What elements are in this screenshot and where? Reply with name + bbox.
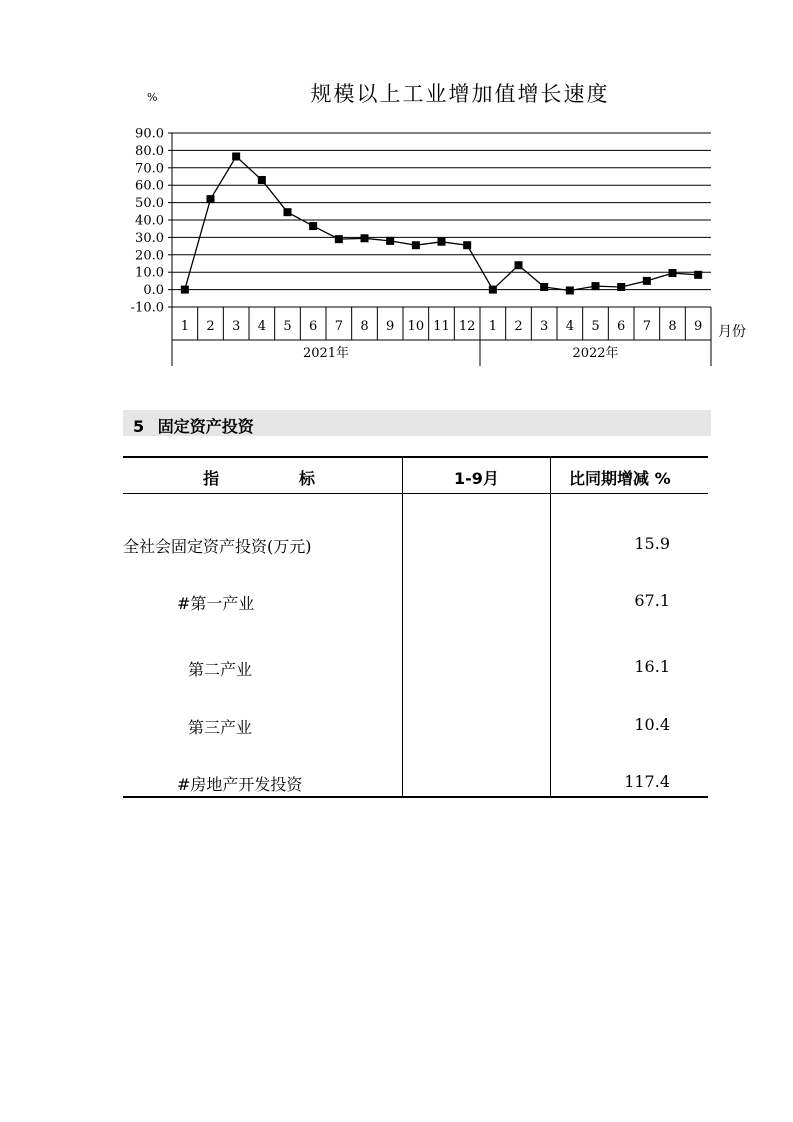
x-group-label: 2021年 — [302, 346, 350, 361]
header-period: 1-9月 — [454, 469, 499, 488]
section-number: 5 — [133, 417, 145, 436]
x-tick-label: 4 — [565, 319, 574, 334]
investment-table — [123, 456, 708, 798]
y-tick-label: 20.0 — [135, 248, 164, 264]
row-change: 15.9 — [634, 534, 670, 553]
y-tick-label: 0.0 — [143, 283, 164, 299]
row-label: 第二产业 — [188, 660, 253, 679]
section-header — [123, 410, 711, 436]
data-point — [335, 235, 343, 243]
data-point — [643, 277, 651, 285]
x-tick-label: 2 — [514, 319, 523, 334]
x-tick-label: 8 — [668, 319, 677, 334]
x-tick-label: 11 — [433, 319, 450, 334]
chart-title: 规模以上工业增加值增长速度 — [310, 82, 610, 106]
data-point — [515, 261, 523, 269]
data-point — [232, 152, 240, 160]
x-tick-label: 8 — [360, 319, 369, 334]
row-label: 第三产业 — [188, 718, 253, 737]
x-tick-label: 6 — [309, 319, 318, 334]
x-tick-label: 9 — [386, 319, 395, 334]
row-change: 16.1 — [634, 657, 670, 676]
data-point — [284, 208, 292, 216]
data-point — [386, 237, 394, 245]
data-point — [540, 283, 548, 291]
x-tick-label: 7 — [334, 319, 343, 334]
y-tick-label: 30.0 — [135, 230, 164, 246]
x-tick-label: 5 — [591, 319, 600, 334]
data-point — [181, 286, 189, 294]
x-tick-label: 9 — [694, 319, 703, 334]
data-point — [412, 241, 420, 249]
y-tick-label: 70.0 — [135, 161, 164, 177]
y-tick-label: -10.0 — [130, 300, 164, 316]
y-tick-label: 90.0 — [135, 126, 164, 142]
x-tick-label: 6 — [617, 319, 626, 334]
y-axis-unit: % — [147, 91, 158, 104]
data-point — [669, 269, 677, 277]
x-group-label: 2022年 — [572, 346, 619, 361]
header-change: 比同期增减 % — [569, 469, 671, 488]
x-tick-label: 5 — [283, 319, 292, 334]
row-label: #第一产业 — [177, 594, 255, 613]
data-point — [207, 195, 215, 203]
table-top-rule — [123, 456, 708, 458]
x-tick-label: 12 — [458, 319, 476, 334]
x-tick-label: 3 — [232, 319, 241, 334]
data-point — [463, 241, 471, 249]
table-col-divider-1 — [402, 456, 403, 798]
x-tick-label: 2 — [206, 319, 215, 334]
row-change: 10.4 — [634, 715, 670, 734]
row-label: 全社会固定资产投资(万元) — [123, 537, 312, 556]
y-tick-label: 80.0 — [135, 143, 164, 159]
table-col-divider-2 — [550, 456, 551, 798]
x-tick-label: 4 — [257, 319, 266, 334]
y-tick-label: 50.0 — [135, 196, 164, 212]
x-tick-label: 3 — [540, 319, 549, 334]
data-point — [309, 222, 317, 230]
x-tick-label: 1 — [180, 319, 189, 334]
x-tick-label: 10 — [407, 319, 425, 334]
table-bottom-rule — [123, 796, 708, 798]
row-label: #房地产开发投资 — [177, 775, 303, 794]
row-change: 117.4 — [624, 772, 670, 791]
data-point — [592, 282, 600, 290]
data-point — [566, 286, 574, 294]
chart-series — [181, 152, 702, 294]
row-change: 67.1 — [634, 591, 670, 610]
section-title — [133, 414, 254, 437]
data-point — [361, 234, 369, 242]
chart — [0, 0, 793, 380]
table-header-rule — [123, 493, 708, 494]
data-point — [438, 238, 446, 246]
y-tick-label: 40.0 — [135, 213, 164, 229]
y-tick-label: 60.0 — [135, 178, 164, 194]
header-indicator: 指 标 — [203, 469, 316, 488]
data-point — [489, 286, 497, 294]
x-tick-label: 7 — [642, 319, 651, 334]
y-tick-label: 10.0 — [135, 265, 164, 281]
x-tick-label: 1 — [488, 319, 497, 334]
data-point — [258, 176, 266, 184]
data-point — [694, 271, 702, 279]
section-title-text: 固定资产投资 — [157, 417, 254, 436]
data-point — [617, 283, 625, 291]
chart-grid — [172, 133, 711, 307]
x-axis-label: 月份 — [718, 324, 746, 340]
